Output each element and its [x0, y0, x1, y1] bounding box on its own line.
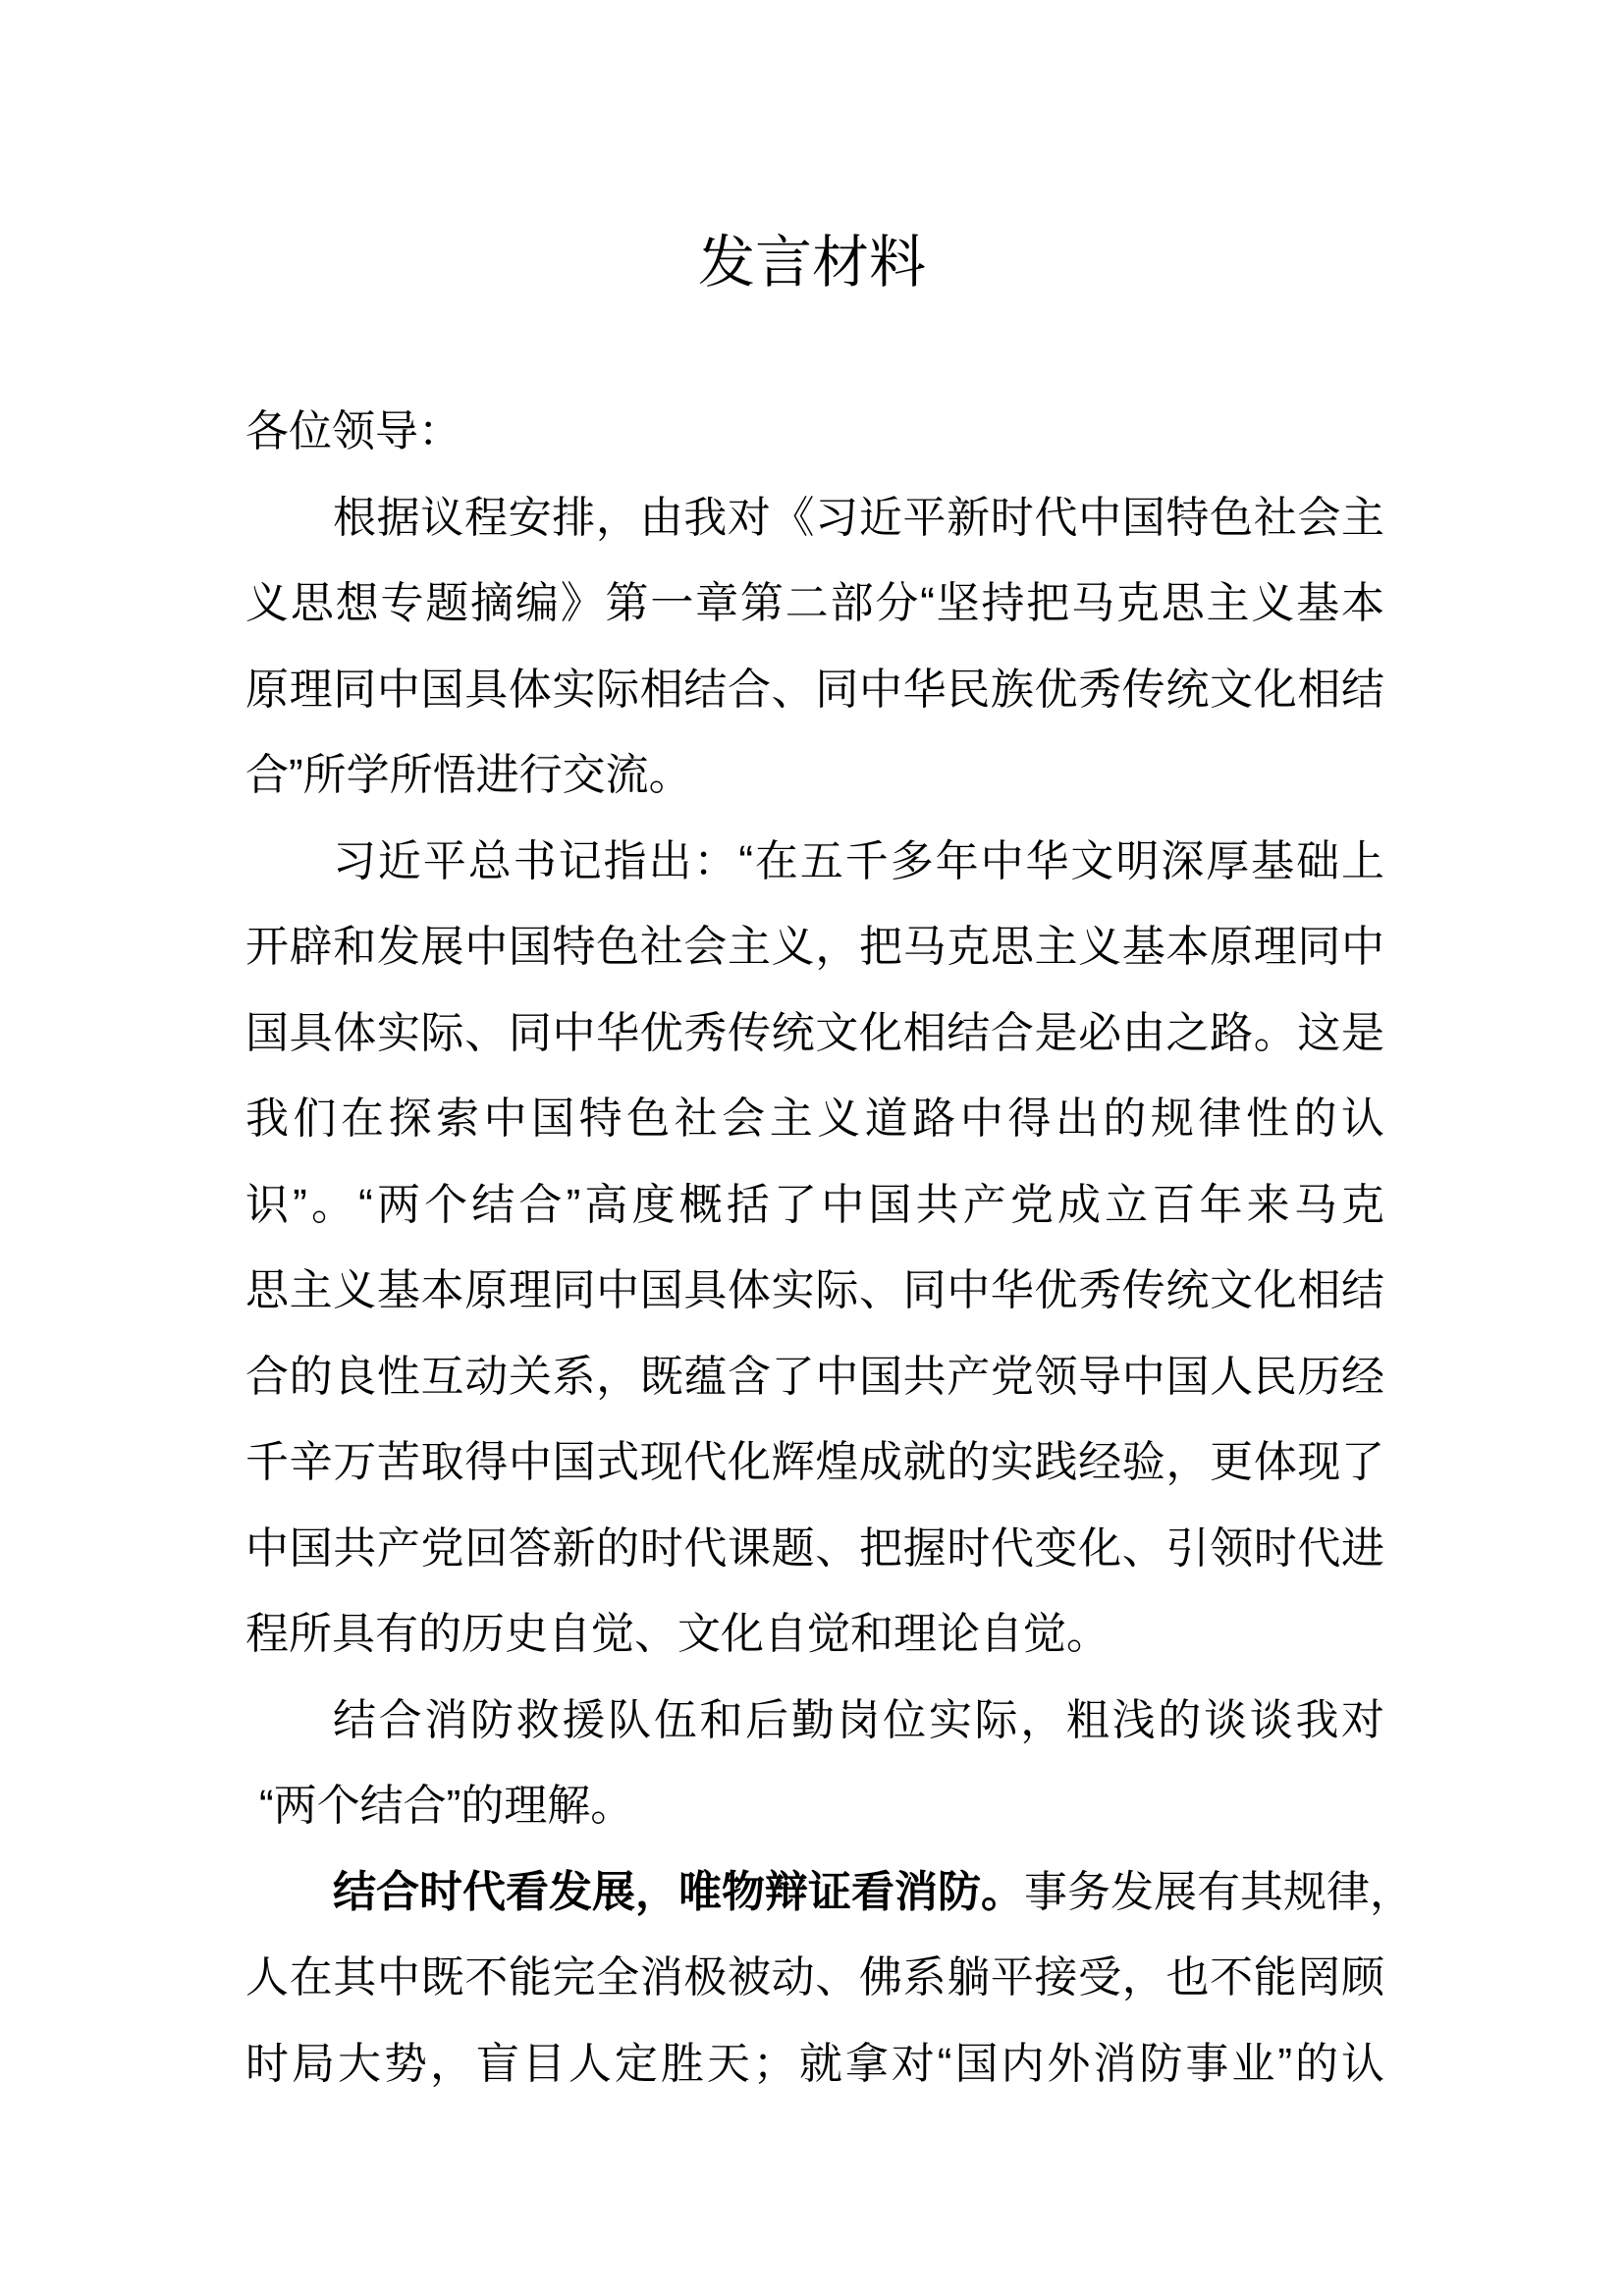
text-line: 习近平总书记指出：“在五千多年中华文明深厚基础上 — [333, 836, 1384, 885]
text-line: 义思想专题摘编》第一章第二部分“坚持把马克思主义基本 — [245, 579, 1384, 627]
text-line: 思主义基本原理同中国具体实际、同中华优秀传统文化相结 — [245, 1266, 1384, 1314]
text-line: 根据议程安排，由我对《习近平新时代中国特色社会主 — [333, 493, 1384, 542]
text-line: 原理同中国具体实际相结合、同中华民族优秀传统文化相结 — [245, 665, 1384, 714]
text-line: “两个结合”的理解。 — [259, 1782, 634, 1830]
text-line: 开辟和发展中国特色社会主义，把马克思主义基本原理同中 — [245, 923, 1384, 971]
text-line: 程所具有的历史自觉、文化自觉和理论自觉。 — [245, 1610, 1110, 1658]
text-line: 千辛万苦取得中国式现代化辉煌成就的实践经验，更体现了 — [245, 1438, 1384, 1486]
paragraph-intro — [245, 1678, 1384, 1849]
paragraph-quote — [245, 819, 1384, 1678]
text-line: 人在其中既不能完全消极被动、佛系躺平接受，也不能罔顾 — [245, 1953, 1384, 2002]
text-line: 国具体实际、同中华优秀传统文化相结合是必由之路。这是 — [245, 1008, 1384, 1057]
text-run: 事务发展有其规律， — [1024, 1867, 1413, 1916]
text-line: 结合消防救援队伍和后勤岗位实际，粗浅的谈谈我对 — [333, 1695, 1384, 1744]
text-line: 我们在探索中国特色社会主义道路中得出的规律性的认 — [245, 1095, 1384, 1143]
text-line: 中国共产党回答新的时代课题、把握时代变化、引领时代进 — [245, 1523, 1384, 1573]
document-title: 发言材料 — [697, 231, 926, 294]
document-body — [245, 389, 1413, 2107]
text-line: 合的良性互动关系，既蕴含了中国共产党领导中国人民历经 — [245, 1352, 1384, 1401]
salutation: 各位领导： — [245, 407, 461, 455]
paragraph-section-one — [245, 1849, 1413, 2108]
paragraph-agenda — [245, 475, 1384, 819]
text-line: 时局大势，盲目人定胜天；就拿对“国内外消防事业”的认 — [245, 2039, 1384, 2088]
text-line: 识”。“两个结合”高度概括了中国共产党成立百年来马克 — [245, 1180, 1384, 1229]
section-heading: 结合时代看发展，唯物辩证看消防。 — [333, 1867, 1024, 1916]
text-line — [245, 1849, 1413, 1936]
text-line: 合”所学所悟进行交流。 — [245, 751, 692, 799]
